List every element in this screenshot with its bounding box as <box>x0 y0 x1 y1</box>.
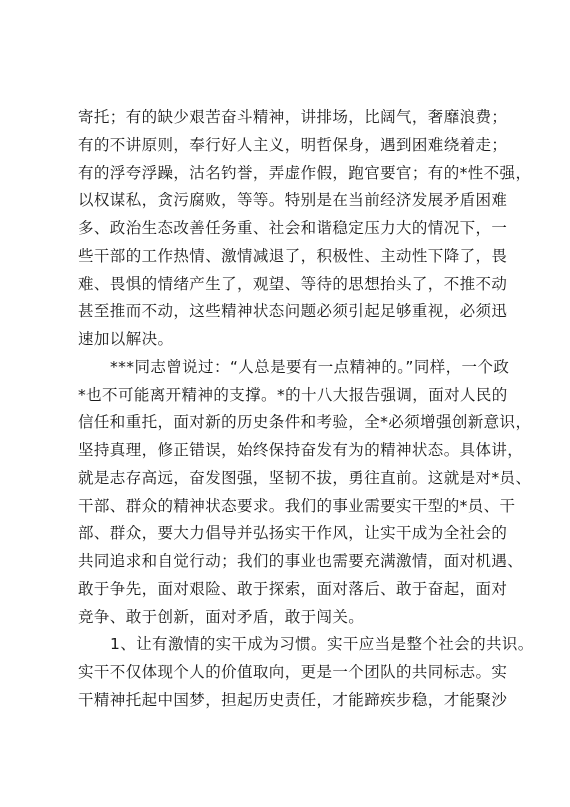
text-line: 敢于争先，面对艰险、敢于探索，面对落后、敢于奋起，面对 <box>78 580 508 598</box>
text-line: 坚持真理，修正错误，始终保持奋发有为的精神状态。具体讲， <box>78 441 524 459</box>
text-line: 干精神托起中国梦，担起历史责任，才能蹄疾步稳，才能聚沙 <box>78 691 508 709</box>
text-line: 有的浮夸浮躁，沽名钓誉，弄虚作假，跑官要官；有的*性不强， <box>78 164 532 182</box>
text-line: 难、畏惧的情绪产生了，观望、等待的思想抬头了，不推不动 <box>78 275 508 293</box>
text-line: 有的不讲原则，奉行好人主义，明哲保身，遇到困难绕着走； <box>78 136 508 154</box>
text-line: 竞争、敢于创新，面对矛盾，敢于闯关。 <box>78 608 365 626</box>
text-line: 多、政治生态改善任务重、社会和谐稳定压力大的情况下，一 <box>78 219 508 237</box>
text-line: 部、群众，要大力倡导并弘扬实干作风，让实干成为全社会的 <box>78 524 508 542</box>
text-line: 干部、群众的精神状态要求。我们的事业需要实干型的*员、干 <box>78 497 516 515</box>
text-line: *也不可能离开精神的支撑。*的十八大报告强调，面对人民的 <box>78 386 508 404</box>
paragraph-start-line: ***同志曾说过：“人总是要有一点精神的。”同样，一个政 <box>110 358 510 376</box>
text-line: 信任和重托，面对新的历史条件和考验，全*必须增强创新意识， <box>78 413 532 431</box>
text-line: 些干部的工作热情、激情减退了，积极性、主动性下降了，畏 <box>78 247 508 265</box>
text-line: 共同追求和自觉行动；我们的事业也需要充满激情，面对机遇、 <box>78 552 524 570</box>
text-line: 实干不仅体现个人的价值取向，更是一个团队的共同标志。实 <box>78 663 508 681</box>
text-line: 甚至推而不动，这些精神状态问题必须引起足够重视，必须迅 <box>78 302 508 320</box>
text-line: 就是志存高远，奋发图强，坚韧不拔，勇往直前。这就是对*员、 <box>78 469 532 487</box>
text-line: 速加以解决。 <box>78 330 174 348</box>
section-heading-line: 1、让有激情的实干成为习惯。实干应当是整个社会的共识。 <box>110 635 534 653</box>
text-line: 寄托；有的缺少艰苦奋斗精神，讲排场，比阔气，奢靡浪费； <box>78 108 508 126</box>
text-line: 以权谋私，贪污腐败，等等。特别是在当前经济发展矛盾困难 <box>78 191 508 209</box>
